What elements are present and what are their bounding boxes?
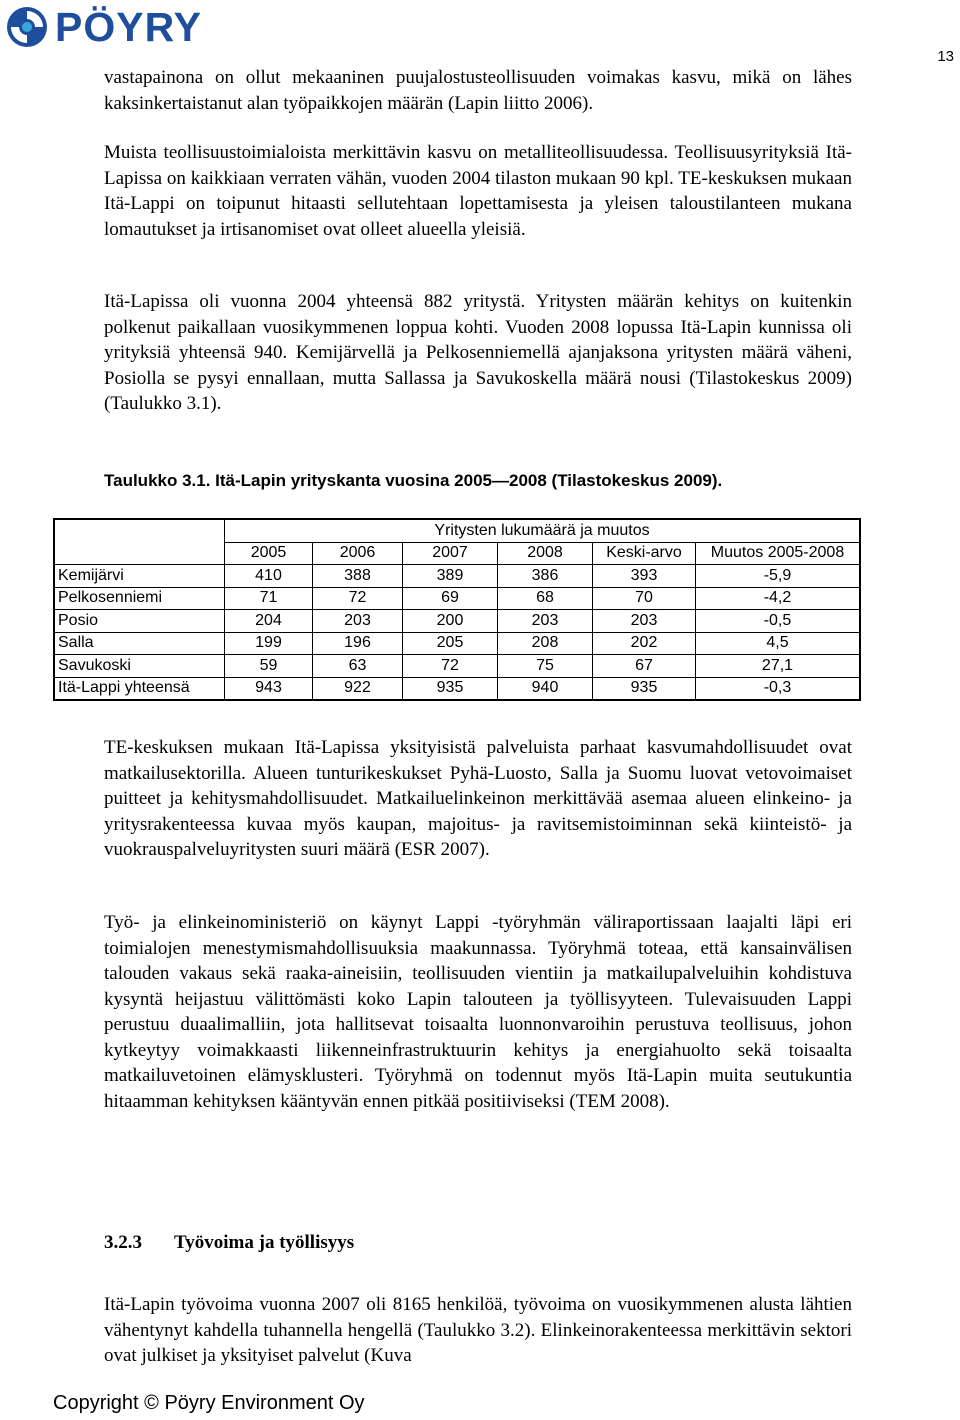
table-corner-cell xyxy=(54,542,225,565)
table-cell: 27,1 xyxy=(696,655,861,678)
table-cell: 388 xyxy=(313,565,403,588)
column-header: 2008 xyxy=(498,542,593,565)
section-heading xyxy=(104,1232,354,1254)
paragraph-5: Työ- ja elinkeinoministeriö on käynyt Lappi -työryhmän väliraportissaan laajalti läpi eri toimialojen menestymismahdollisuuksia maakunnassa. Työryhmä toteaa, että kansainvälisen talouden vakaus sekä raaka-aineisiin, teollisuuden vientiin ja matkailupalveluihin kohdistuva kysyntä heijastuu välittömästi koko Lapin talouteen ja työllisyyteen. Tulevaisuuden Lappi perustuu duaalimalliin, jota hallitsevat toisaalta luonnonvaroihin perustuva teollisuus, johon kytkeytyy voimakkaasti liikenneinfrastruktuurin kehitys ja energiahuolto sekä toisaalta matkailuvetoinen elämysklusteri. Työryhmä on todennut myös Itä-Lapin muita seutukuntia hitaamman kehityksen kääntyvän ennen pitkää positiiviseksi (TEM 2008). xyxy=(104,912,852,1112)
table-corner-cell xyxy=(54,519,225,542)
row-label: Kemijärvi xyxy=(54,565,225,588)
paragraph-3: Itä-Lapissa oli vuonna 2004 yhteensä 882 yritystä. Yritysten määrän kehitys on kuitenkin polkenut paikallaan vuosikymmenen loppua kohti. Vuoden 2008 lopussa Itä-Lapin kunnissa oli yrityksiä yhteensä 940. Kemijärvellä ja Pelkosenniemellä ajanjaksona yritysten määrä väheni, Posiolla se pysyi ennallaan, mutta Sallassa ja Savukoskella määrä nousi (Tilastokeskus 2009) (Taulukko 3.1). xyxy=(104,291,852,414)
row-label: Savukoski xyxy=(54,655,225,678)
paragraph-6: Itä-Lapin työvoima vuonna 2007 oli 8165 henkilöä, työvoima on vuosikymmenen alusta lähtien vähentynyt kahdella tuhannella hengellä (Taulukko 3.2). Elinkeinorakenteessa merkittävin sektori ovat julkiset ja yksityiset palvelut (Kuva xyxy=(104,1294,852,1366)
table-cell: 59 xyxy=(225,655,313,678)
page-number: 13 xyxy=(937,48,954,65)
table-cell: 935 xyxy=(403,677,498,700)
table-cell: 69 xyxy=(403,587,498,610)
table-cell: 196 xyxy=(313,632,403,655)
row-label: Salla xyxy=(54,632,225,655)
table-cell: 72 xyxy=(403,655,498,678)
table-cell: 940 xyxy=(498,677,593,700)
section-number: 3.2.3 xyxy=(104,1232,142,1253)
table-cell: 386 xyxy=(498,565,593,588)
table-cell: -4,2 xyxy=(696,587,861,610)
table-row xyxy=(54,587,860,610)
paragraph-2: Muista teollisuustoimialoista merkittävin kasvu on metalliteollisuudessa. Teollisuusyrityksiä Itä-Lapissa on kaikkiaan verraten vähän, vuoden 2004 tilaston mukaan 90 kpl. TE-keskuksen mukaan Itä-Lappi on toipunut hitaasti sellutehtaan lopettamisesta ja yleisen taloustilanteen mukana lomautukset ja irtisanomiset ovat olleet alueella yleisiä. xyxy=(104,142,852,240)
table-row xyxy=(54,655,860,678)
table-cell: 75 xyxy=(498,655,593,678)
table-cell: -0,5 xyxy=(696,610,861,633)
row-label: Pelkosenniemi xyxy=(54,587,225,610)
table-cell: 203 xyxy=(498,610,593,633)
section-title: Työvoima ja työllisyys xyxy=(174,1232,355,1253)
table-cell: -0,3 xyxy=(696,677,861,700)
column-header: Keski-arvo xyxy=(593,542,696,565)
table-row xyxy=(54,632,860,655)
table-cell: 208 xyxy=(498,632,593,655)
table-cell: 71 xyxy=(225,587,313,610)
column-header: 2005 xyxy=(225,542,313,565)
table-group-header-row xyxy=(54,519,860,542)
table-cell: 199 xyxy=(225,632,313,655)
table-cell: 935 xyxy=(593,677,696,700)
company-count-table xyxy=(53,518,861,701)
table-cell: 205 xyxy=(403,632,498,655)
table-cell: 4,5 xyxy=(696,632,861,655)
column-header: 2007 xyxy=(403,542,498,565)
table-header-row xyxy=(54,542,860,565)
table-cell: 68 xyxy=(498,587,593,610)
table-cell: 389 xyxy=(403,565,498,588)
column-header: Muutos 2005-2008 xyxy=(696,542,861,565)
poyry-logo xyxy=(5,4,202,50)
paragraph-1: vastapainona on ollut mekaaninen puujalostusteollisuuden voimakas kasvu, mikä on lähes kaksinkertaistanut alan työpaikkojen määrän (Lapin liitto 2006). xyxy=(104,67,852,114)
table-cell: 67 xyxy=(593,655,696,678)
column-header: 2006 xyxy=(313,542,403,565)
table-cell: 70 xyxy=(593,587,696,610)
table-cell: 63 xyxy=(313,655,403,678)
copyright-footer: Copyright © Pöyry Environment Oy xyxy=(53,1392,365,1414)
paragraph-4: TE-keskuksen mukaan Itä-Lapissa yksityisistä palveluista parhaat kasvumahdollisuudet ovat matkailusektorilla. Alueen tunturikeskukset Pyhä-Luosto, Salla ja Suomu luovat vetovoimaiset puitteet ja kehitysmahdollisuudet. Matkailuelinkeinon merkittävää asemaa alueen elinkeino- ja yritysrakenteessa kuvaa myös kaupan, majoitus- ja ravitsemistoiminnan sekä kiinteistö- ja vuokrauspalveluyritysten suuri määrä (ESR 2007). xyxy=(104,737,852,860)
table-row xyxy=(54,610,860,633)
table-cell: 943 xyxy=(225,677,313,700)
table-total-row xyxy=(54,677,860,700)
table-caption: Taulukko 3.1. Itä-Lapin yrityskanta vuosina 2005—2008 (Tilastokeskus 2009). xyxy=(104,471,723,490)
table-cell: 922 xyxy=(313,677,403,700)
brand-name: PÖYRY xyxy=(55,4,203,50)
table-row xyxy=(54,565,860,588)
poyry-swirl-icon xyxy=(5,5,49,49)
table-cell: 410 xyxy=(225,565,313,588)
table-group-header: Yritysten lukumäärä ja muutos xyxy=(225,519,861,542)
table-cell: 203 xyxy=(313,610,403,633)
table-cell: 203 xyxy=(593,610,696,633)
table-cell: 393 xyxy=(593,565,696,588)
table-cell: 200 xyxy=(403,610,498,633)
table-cell: -5,9 xyxy=(696,565,861,588)
table-cell: 202 xyxy=(593,632,696,655)
row-label: Itä-Lappi yhteensä xyxy=(54,677,225,700)
row-label: Posio xyxy=(54,610,225,633)
table-cell: 204 xyxy=(225,610,313,633)
table-cell: 72 xyxy=(313,587,403,610)
